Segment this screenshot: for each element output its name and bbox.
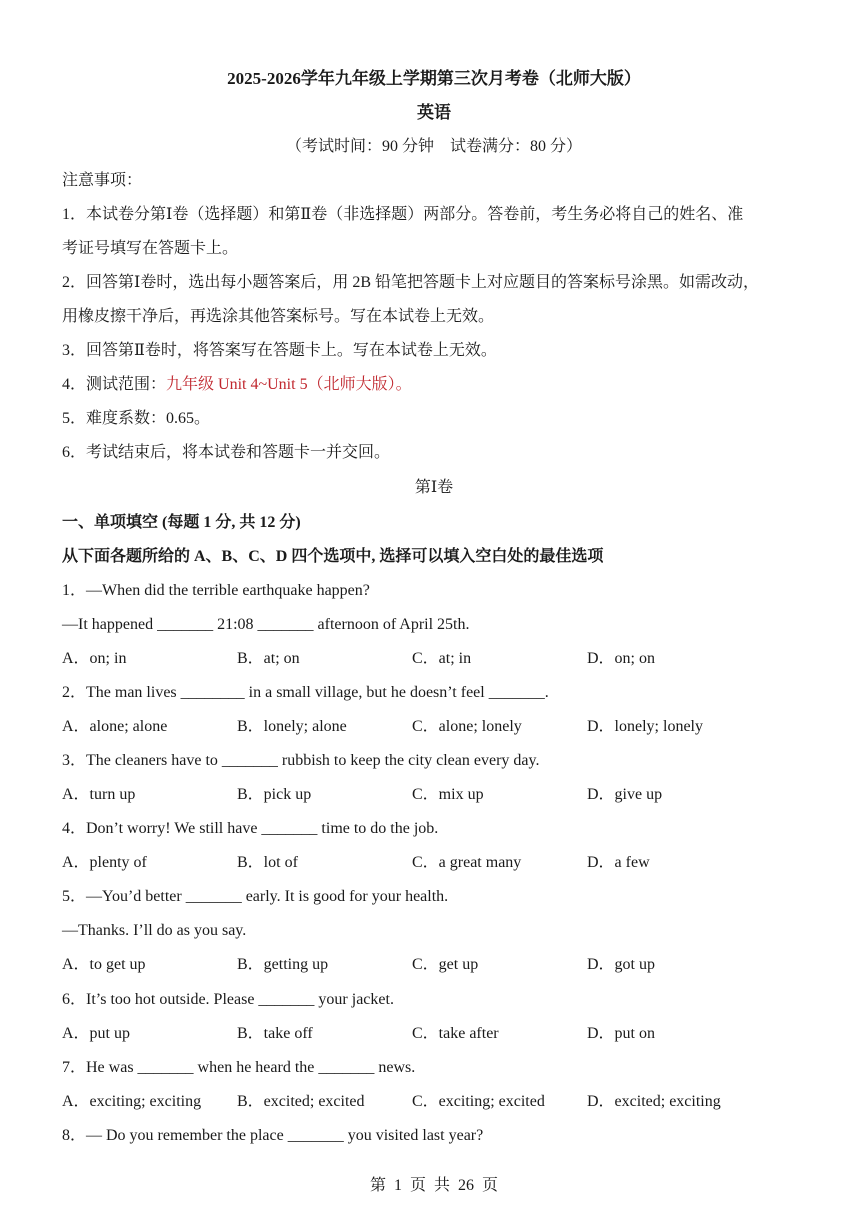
question-1-stem-line-2: —It happened _______ 21:08 _______ afternoon of April 25th. bbox=[62, 616, 470, 633]
note-3: 3．回答第Ⅱ卷时，将答案写在答题卡上。写在本试卷上无效。 bbox=[62, 342, 497, 359]
option-b[interactable]: B．at; on bbox=[237, 650, 300, 667]
question-5-stem: 5．—You’d better _______ early. It is good for your health. bbox=[62, 888, 449, 905]
question-1-options bbox=[62, 642, 806, 676]
exam-info: （考试时间：90 分钟 试卷满分：80 分） bbox=[285, 138, 582, 155]
option-d[interactable]: D．on; on bbox=[587, 650, 656, 667]
option-b[interactable]: B．excited; excited bbox=[237, 1093, 365, 1110]
section-instruction: 从下面各题所给的 A、B、C、D 四个选项中, 选择可以填入空白处的最佳选项 bbox=[62, 548, 604, 565]
page-number-footer: 第 1 页 共 26 页 bbox=[369, 1177, 498, 1194]
section-heading: 一、单项填空 (每题 1 分, 共 12 分) bbox=[62, 514, 301, 531]
note-2-line-2: 用橡皮擦干净后，再选涂其他答案标号。写在本试卷上无效。 bbox=[62, 308, 495, 325]
notes-heading: 注意事项： bbox=[62, 172, 143, 189]
question-1-stem: 1．—When did the terrible earthquake happen? bbox=[62, 582, 370, 599]
question-4-options bbox=[62, 846, 806, 880]
option-c[interactable]: C．get up bbox=[412, 956, 479, 973]
exam-title: 2025-2026学年九年级上学期第三次月考卷（北师大版） bbox=[227, 69, 641, 88]
question-5-stem-line-2: —Thanks. I’ll do as you say. bbox=[62, 922, 247, 939]
option-a[interactable]: A．on; in bbox=[62, 650, 127, 667]
option-c[interactable]: C．exciting; excited bbox=[412, 1093, 545, 1110]
question-6-options bbox=[62, 1017, 806, 1051]
subject-title: 英语 bbox=[417, 103, 451, 122]
question-3-stem: 3．The cleaners have to _______ rubbish to keep the city clean every day. bbox=[62, 752, 540, 769]
note-4 bbox=[62, 368, 806, 402]
question-6-stem: 6．It’s too hot outside. Please _______ your jacket. bbox=[62, 991, 394, 1008]
part-label: 第Ⅰ卷 bbox=[414, 479, 454, 496]
option-a[interactable]: A．exciting; exciting bbox=[62, 1093, 202, 1110]
question-3-options bbox=[62, 778, 806, 812]
option-b[interactable]: B．take off bbox=[237, 1025, 313, 1042]
question-8-stem: 8．— Do you remember the place _______ you visited last year? bbox=[62, 1127, 484, 1144]
option-c[interactable]: C．a great many bbox=[412, 854, 522, 871]
option-d[interactable]: D．got up bbox=[587, 956, 656, 973]
note-4-scope: 九年级 Unit 4~Unit 5（北师大版）。 bbox=[166, 376, 412, 393]
question-2-options bbox=[62, 710, 806, 744]
note-2-line-1: 2．回答第Ⅰ卷时，选出每小题答案后，用 2B 铅笔把答题卡上对应题目的答案标号涂黑。如需改动， bbox=[62, 274, 759, 291]
option-c[interactable]: C．take after bbox=[412, 1025, 499, 1042]
option-a[interactable]: A．turn up bbox=[62, 786, 136, 803]
option-c[interactable]: C．alone; lonely bbox=[412, 718, 522, 735]
question-4-stem: 4．Don’t worry! We still have _______ time to do the job. bbox=[62, 820, 439, 837]
note-1-line-1: 1．本试卷分第Ⅰ卷（选择题）和第Ⅱ卷（非选择题）两部分。答卷前，考生务必将自己的姓名、准 bbox=[62, 206, 744, 223]
option-d[interactable]: D．lonely; lonely bbox=[587, 718, 703, 735]
option-d[interactable]: D．excited; exciting bbox=[587, 1093, 721, 1110]
option-b[interactable]: B．lonely; alone bbox=[237, 718, 347, 735]
option-d[interactable]: D．put on bbox=[587, 1025, 656, 1042]
note-6: 6．考试结束后，将本试卷和答题卡一并交回。 bbox=[62, 444, 391, 461]
question-2-stem: 2．The man lives ________ in a small village, but he doesn’t feel _______. bbox=[62, 684, 549, 701]
option-c[interactable]: C．mix up bbox=[412, 786, 484, 803]
question-5-options bbox=[62, 948, 806, 982]
option-a[interactable]: A．put up bbox=[62, 1025, 131, 1042]
option-a[interactable]: A．to get up bbox=[62, 956, 146, 973]
note-4-prefix: 4．测试范围： bbox=[62, 376, 167, 393]
note-5: 5．难度系数：0.65。 bbox=[62, 410, 211, 427]
question-7-stem: 7．He was _______ when he heard the _______ news. bbox=[62, 1059, 416, 1076]
note-1-line-2: 考证号填写在答题卡上。 bbox=[62, 240, 239, 257]
option-d[interactable]: D．give up bbox=[587, 786, 663, 803]
option-c[interactable]: C．at; in bbox=[412, 650, 472, 667]
option-b[interactable]: B．getting up bbox=[237, 956, 329, 973]
option-a[interactable]: A．plenty of bbox=[62, 854, 147, 871]
option-b[interactable]: B．lot of bbox=[237, 854, 298, 871]
option-b[interactable]: B．pick up bbox=[237, 786, 312, 803]
question-7-options bbox=[62, 1085, 806, 1119]
option-d[interactable]: D．a few bbox=[587, 854, 650, 871]
option-a[interactable]: A．alone; alone bbox=[62, 718, 168, 735]
